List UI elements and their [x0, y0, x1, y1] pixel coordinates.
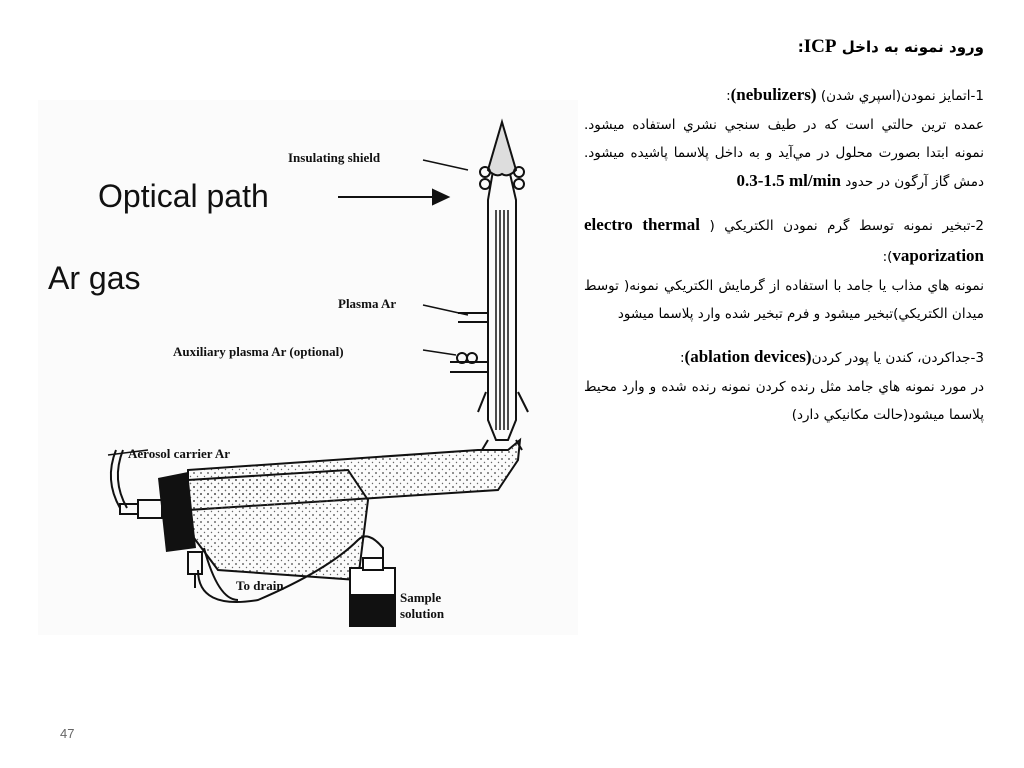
to-drain-label: To drain — [236, 578, 284, 593]
optical-path-arrow — [338, 190, 448, 204]
section-2-heading-fa: 2-تبخير نمونه توسط گرم نمودن الکتريکي ( — [709, 218, 984, 234]
plasma-flame — [488, 122, 516, 175]
section-2-heading-en2: thermal vaporization — [642, 215, 984, 265]
solution-label: solution — [400, 606, 445, 621]
section-3-heading — [584, 342, 984, 373]
auxiliary-plasma-label: Auxiliary plasma Ar (optional) — [173, 344, 344, 359]
sample-bottle — [350, 558, 395, 626]
section-1-colon: : — [726, 88, 731, 104]
ar-gas-label: Ar gas — [48, 260, 141, 296]
section-1-heading — [584, 80, 984, 111]
section-1-heading-en: (nebulizers) — [730, 85, 817, 104]
section-2-body: نمونه هاي مذاب يا جامد با استفاده از گرمايش الکتريکي نمونه( توسط ميدان الکتريکي)تبخير ميشود و فرم تبخير شده وارد پلاسما ميشود — [584, 278, 984, 322]
section-2-heading-en1: electro — [584, 215, 633, 234]
section-2-close: ): — [882, 249, 893, 265]
section-1-unit: ml/min — [788, 171, 841, 190]
insulating-shield-label: Insulating shield — [288, 150, 381, 165]
title-colon: : — [797, 38, 804, 56]
title-icp: ICP — [803, 36, 837, 57]
torch — [488, 130, 516, 440]
section-3-body: در مورد نمونه هاي جامد مثل رنده کردن نمونه رنده شده و وارد محيط پلاسما ميشود(حالت مکانيکي دارد) — [584, 379, 984, 423]
icp-torch-diagram — [38, 100, 578, 635]
page-title — [584, 36, 984, 58]
text-column — [584, 36, 984, 429]
section-1-heading-fa: 1-اتمايز نمودن(اسپري شدن) — [820, 88, 984, 104]
section-3-heading-en: (ablation devices) — [684, 347, 812, 366]
plasma-ar-label: Plasma Ar — [338, 296, 397, 311]
section-1-body — [584, 111, 984, 196]
section-1-value: 0.3-1.5 — [736, 171, 785, 190]
section-3-heading-fa: 3-جداکردن، کندن يا پودر کردن — [811, 350, 984, 366]
spray-chamber — [188, 470, 368, 580]
section-2-heading — [584, 210, 984, 272]
section-1-body-text: عمده ترين حالتي است که در طيف سنجي نشري استفاده ميشود. نمونه ابتدا بصورت محلول در مي‌آيد و به داخل پلاسما پاشيده ميشود. دمش گاز آرگون در حدود — [584, 117, 984, 190]
page-number: 47 — [60, 726, 75, 741]
section-3-colon: : — [679, 350, 685, 366]
aerosol-carrier-label: Aerosol carrier Ar — [128, 446, 231, 461]
title-text: ورود نمونه به داخل — [841, 38, 984, 56]
sample-label: Sample — [400, 590, 442, 605]
optical-path-label: Optical path — [98, 178, 269, 214]
